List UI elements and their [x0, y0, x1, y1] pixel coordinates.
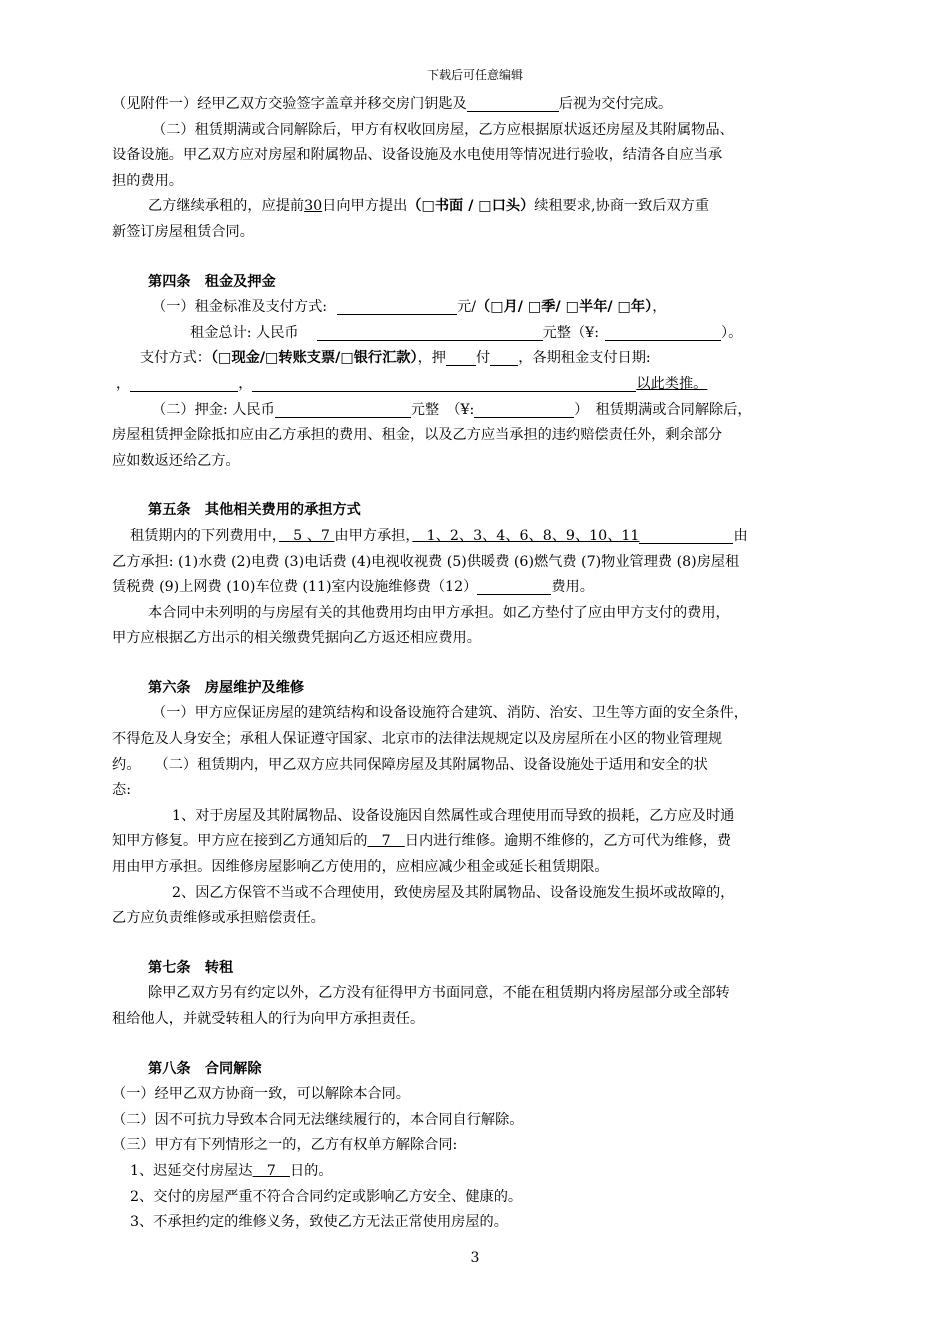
text-segment: ，押: [417, 350, 446, 367]
text-line: 乙方承担: (1)水费 (2)电费 (3)电话费 (4)电视收视费 (5)供暖费 (6)燃气费 (7)物业管理费 (8)房屋租: [112, 553, 740, 570]
text-segment: ，: [116, 375, 131, 392]
section-heading-7: 第七条 转租: [148, 959, 234, 976]
fill-blank: [446, 349, 476, 366]
text-line: 约。 （二）租赁期内，甲乙双方应共同保障房屋及其附属物品、设备设施处于适用和安全的状: [112, 756, 708, 773]
text-line: 租给他人，并就受转租人的行为向甲方承担责任。: [112, 1011, 425, 1027]
text-line: [112, 321, 842, 347]
text-segment: 续租要求,协商一致后双方重: [534, 198, 710, 215]
text-line: [112, 92, 842, 118]
text-segment: ，: [652, 299, 667, 316]
text-segment: 后视为交付完成。: [558, 96, 673, 112]
text-line: 2、交付的房屋严重不符合合同约定或影响乙方安全、健康的。: [130, 1188, 523, 1205]
filled-blank: 7: [367, 833, 405, 850]
text-line: [112, 295, 842, 321]
text-segment: 费用。: [551, 579, 594, 596]
option-checkboxes: （□现金/□转账支票/□银行汇款）: [210, 350, 418, 367]
fill-blank: [130, 375, 238, 392]
text-line: 不得危及人身安全；承租人保证遵守国家、北京市的法律法规规定以及房屋所在小区的物业管理规: [112, 731, 723, 748]
text-line: （二）租赁期满或合同解除后，甲方有权收回房屋，乙方应根据原状返还房屋及其附属物品、: [152, 121, 734, 138]
text-segment: 以此类推。: [636, 375, 708, 392]
text-line: 3、不承担约定的维修义务，致使乙方无法正常使用房屋的。: [130, 1214, 508, 1231]
text-segment: 1、迟延交付房屋达: [130, 1162, 253, 1179]
text-line: （一）甲方应保证房屋的建筑结构和设备设施符合建筑、消防、治安、卫生等方面的安全条件，: [152, 705, 748, 722]
text-line: 用由甲方承担。因维修房屋影响乙方使用的，应相应减少租金或延长租赁期限。: [112, 859, 609, 876]
filled-blank: 1、2、3、4、6、8、9、10、11: [412, 527, 640, 544]
text-line: 除甲乙双方另有约定以外，乙方没有征得甲方书面同意，不能在租赁期内将房屋部分或全部转: [148, 985, 730, 1002]
text-line: [112, 524, 842, 550]
text-line: 1、对于房屋及其附属物品、设备设施因自然属性或合理使用而导致的损耗，乙方应及时通: [172, 807, 735, 824]
text-segment: （二）押金: 人民币: [152, 401, 275, 418]
text-segment: ） 租赁期满或合同解除后，: [574, 401, 752, 418]
fill-blank: [639, 527, 733, 544]
fill-blank: [605, 324, 721, 341]
text-line: （一）经甲乙双方协商一致，可以解除本合同。: [112, 1086, 410, 1103]
text-segment: 日向甲方提出: [322, 198, 408, 215]
text-line: 设备设施。甲乙双方应对房屋和附属物品、设备设施及水电使用等情况进行验收，结清各自应当承: [112, 147, 723, 164]
text-segment: 日内进行维修。逾期不维修的，乙方可代为维修，费: [404, 833, 732, 850]
text-line: [112, 398, 842, 424]
section-heading-4: 第四条 租金及押金: [148, 273, 276, 290]
text-line: [112, 1159, 842, 1185]
text-segment: 元/: [457, 299, 476, 316]
text-segment: 知甲方修复。甲方应在接到乙方通知后的: [112, 833, 368, 850]
text-segment: ，: [238, 375, 253, 392]
document-body: [112, 92, 842, 1236]
text-segment: 赁税费 (9)上网费 (10)车位费 (11)室内设施维修费（12）: [112, 579, 478, 596]
fill-blank: [490, 349, 518, 366]
text-line: [112, 372, 842, 398]
text-line: （二）因不可抗力导致本合同无法继续履行的，本合同自行解除。: [112, 1111, 524, 1128]
text-line: 甲方应根据乙方出示的相关缴费凭据向乙方返还相应费用。: [112, 630, 481, 647]
text-segment: 付: [475, 350, 491, 367]
text-segment: 日的。: [289, 1162, 333, 1179]
section-heading-5: 第五条 其他相关费用的承担方式: [148, 502, 361, 519]
text-line: 担的费用。: [112, 172, 183, 189]
text-segment: 乙方继续承租的，应提前: [148, 198, 305, 215]
page-number: 3: [470, 1250, 480, 1266]
option-checkboxes: （□书面 / □口头）: [407, 198, 535, 215]
text-line: 应如数返还给乙方。: [112, 452, 240, 469]
text-line: 房屋租赁押金除抵扣应由乙方承担的费用、租金，以及乙方应当承担的违约赔偿责任外，剩余部分: [112, 427, 723, 444]
text-line: 2、因乙方保管不当或不合理使用，致使房屋及其附属物品、设备设施发生损坏或故障的，: [172, 884, 735, 901]
text-line: （三）甲方有下列情形之一的，乙方有权单方解除合同:: [112, 1137, 458, 1154]
text-segment: （见附件一）经甲乙双方交验签字盖章并移交房门钥匙及: [112, 96, 467, 112]
fill-blank: [474, 401, 574, 418]
option-checkboxes: （□月/ □季/ □半年/ □年）: [476, 299, 653, 316]
text-segment: 由: [733, 527, 748, 544]
fill-blank: [317, 324, 543, 341]
text-line: 态:: [112, 782, 131, 799]
text-segment: 租金总计: 人民币: [190, 324, 299, 341]
text-line: 乙方应负责维修或承担赔偿责任。: [112, 910, 325, 927]
filled-blank: 5 、7: [278, 527, 335, 544]
fill-blank: [275, 401, 411, 418]
text-segment: 租赁期内的下列费用中，: [130, 527, 279, 544]
text-segment: ，各期租金支付日期:: [518, 350, 651, 367]
text-segment: 元整 （¥:: [410, 401, 475, 418]
filled-blank: 7: [252, 1162, 290, 1179]
page-header: 下载后可任意编辑: [426, 68, 523, 82]
text-line: 本合同中未列明的与房屋有关的其他费用均由甲方承担。如乙方垫付了应由甲方支付的费用，: [148, 604, 730, 621]
text-line: 新签订房屋租赁合同。: [112, 223, 254, 240]
text-segment: 由甲方承担，: [334, 527, 413, 544]
text-segment: ）。: [720, 324, 743, 341]
fill-blank: [467, 95, 559, 112]
section-heading-6: 第六条 房屋维护及维修: [148, 679, 305, 696]
filled-blank: 30: [304, 198, 323, 215]
text-segment: （一）租金标准及支付方式:: [152, 299, 328, 316]
fill-blank: [337, 298, 457, 315]
text-segment: 支付方式：: [140, 350, 211, 367]
text-line: [112, 194, 842, 220]
fill-blank: [252, 375, 636, 392]
text-line: [112, 829, 842, 855]
text-line: [112, 575, 842, 601]
section-heading-8: 第八条 合同解除: [148, 1060, 262, 1077]
text-line: [112, 346, 842, 372]
fill-blank: [477, 578, 551, 595]
text-segment: 元整（¥:: [542, 324, 599, 341]
